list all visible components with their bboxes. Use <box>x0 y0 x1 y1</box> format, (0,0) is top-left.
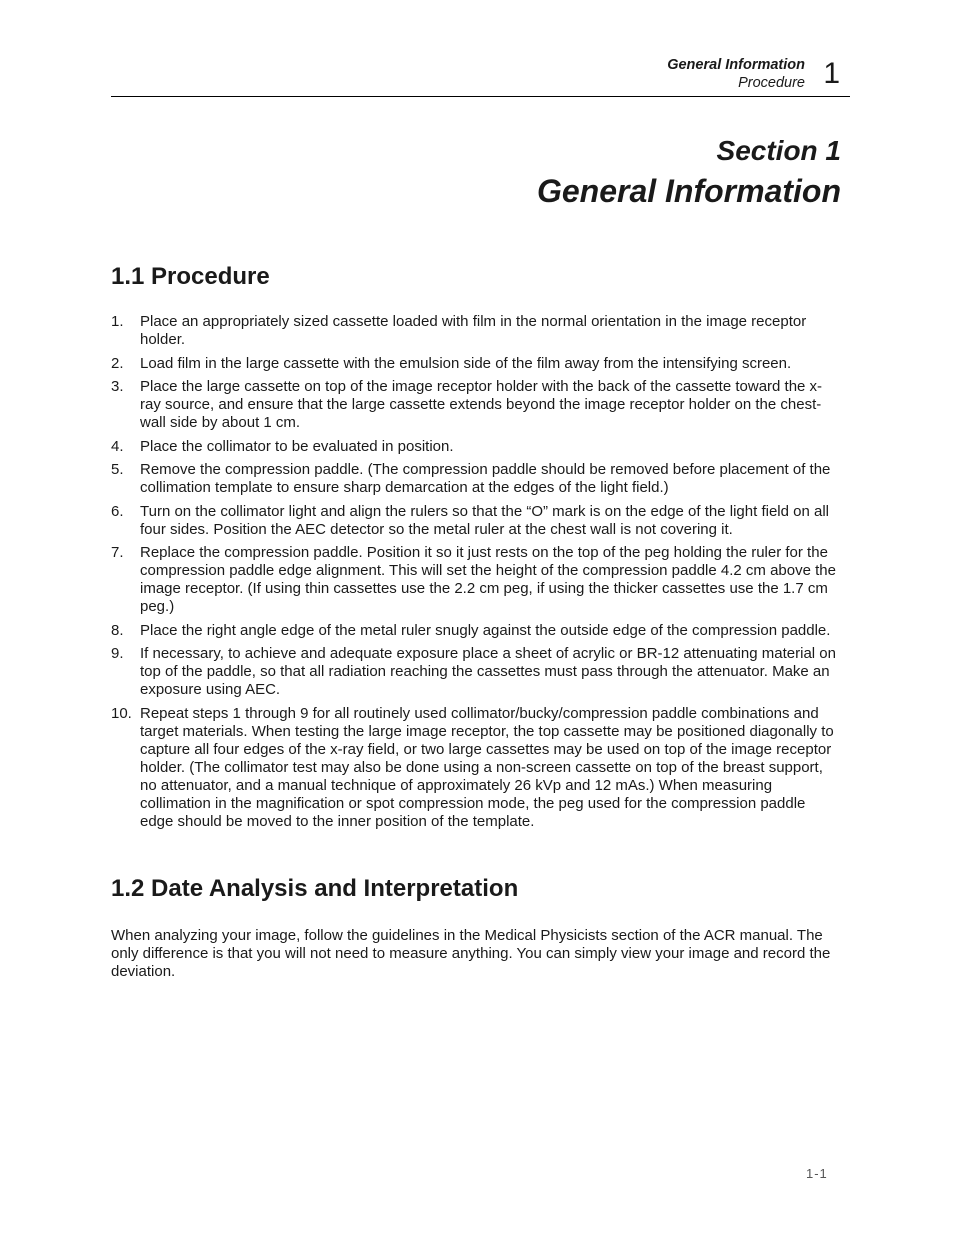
page-number: 1-1 <box>806 1166 828 1181</box>
running-header-text <box>667 56 805 92</box>
list-item <box>111 355 841 373</box>
step-number: 6. <box>111 502 124 520</box>
step-text: Replace the compression paddle. Position it so it just rests on the top of the peg holding the ruler for the compression paddle edge alignment. This will set the height of the compression paddle 4.2 cm above the image receptor. (If using thin cassettes use the 2.2 cm peg, if using the thicker cassettes use the 1.7 cm peg.) <box>140 544 836 615</box>
step-number: 1. <box>111 313 124 330</box>
step-number: 5. <box>111 461 124 478</box>
step-number: 7. <box>111 544 124 561</box>
step-text: Place the right angle edge of the metal ruler snugly against the outside edge of the compression paddle. <box>140 621 831 639</box>
list-item <box>111 438 841 456</box>
step-text: Place the collimator to be evaluated in position. <box>140 437 454 455</box>
step-text: Remove the compression paddle. (The compression paddle should be removed before placement of the collimation template to ensure sharp demarcation at the edges of the light field.) <box>140 461 831 496</box>
running-header-title: General Information <box>667 57 805 73</box>
step-text: If necessary, to achieve and adequate exposure place a sheet of acrylic or BR-12 attenuating material on top of the paddle, so that all radiation reaching the cassettes must pass through the attenuator. Make an exposure using AEC. <box>140 645 836 698</box>
section-label: Section 1 <box>716 135 841 166</box>
step-text: Place the large cassette on top of the image receptor holder with the back of the cassette toward the x-ray source, and ensure that the large cassette extends beyond the image receptor holder on the chest-wall side by about 1 cm. <box>140 378 823 431</box>
running-header-subtitle: Procedure <box>738 75 805 91</box>
analysis-paragraph: When analyzing your image, follow the guidelines in the Medical Physicists section of the ACR manual. The only difference is that you will not need to measure anything. You can simply view your image and record the deviation. <box>111 927 831 980</box>
step-text: Load film in the large cassette with the emulsion side of the film away from the intensifying screen. <box>140 354 792 372</box>
analysis-heading: 1.2 Date Analysis and Interpretation <box>111 875 519 902</box>
list-item <box>111 378 841 432</box>
list-item <box>111 645 841 699</box>
list-item <box>111 461 841 497</box>
procedure-steps-list <box>111 313 841 836</box>
step-number: 10. <box>111 704 132 722</box>
list-item <box>111 705 841 831</box>
section-name: General Information <box>536 173 841 209</box>
procedure-heading: 1.1 Procedure <box>111 263 270 290</box>
list-item <box>111 622 841 640</box>
step-number: 9. <box>111 645 124 662</box>
step-text: Turn on the collimator light and align the rulers so that the “O” mark is on the edge of the light field on all four sides. Position the AEC detector so the metal ruler at the chest wall is not covering it. <box>140 502 829 538</box>
list-item <box>111 313 841 349</box>
step-number: 4. <box>111 437 124 455</box>
step-text: Repeat steps 1 through 9 for all routinely used collimator/bucky/compression paddle combinations and target materials. When testing the large image receptor, the top cassette may be positioned diagonally to capture all four edges of the x-ray field, or two large cassettes may be used on top of the image receptor holder. (The collimator test may also be done using a non-screen cassette on top of the breast support, no attenuator, and a manual technique of approximately 26 kVp and 12 mAs.) When measuring collimation in the magnification or spot compression mode, the peg used for the compression paddle edge should be moved to the inner position of the template. <box>140 704 834 830</box>
step-number: 3. <box>111 378 124 395</box>
list-item <box>111 544 841 616</box>
section-title <box>111 132 841 212</box>
step-text: Place an appropriately sized cassette loaded with film in the normal orientation in the image receptor holder. <box>140 313 807 348</box>
chapter-number: 1 <box>823 57 840 90</box>
step-number: 2. <box>111 354 124 372</box>
step-number: 8. <box>111 621 124 639</box>
running-header <box>111 56 850 97</box>
list-item <box>111 503 841 539</box>
